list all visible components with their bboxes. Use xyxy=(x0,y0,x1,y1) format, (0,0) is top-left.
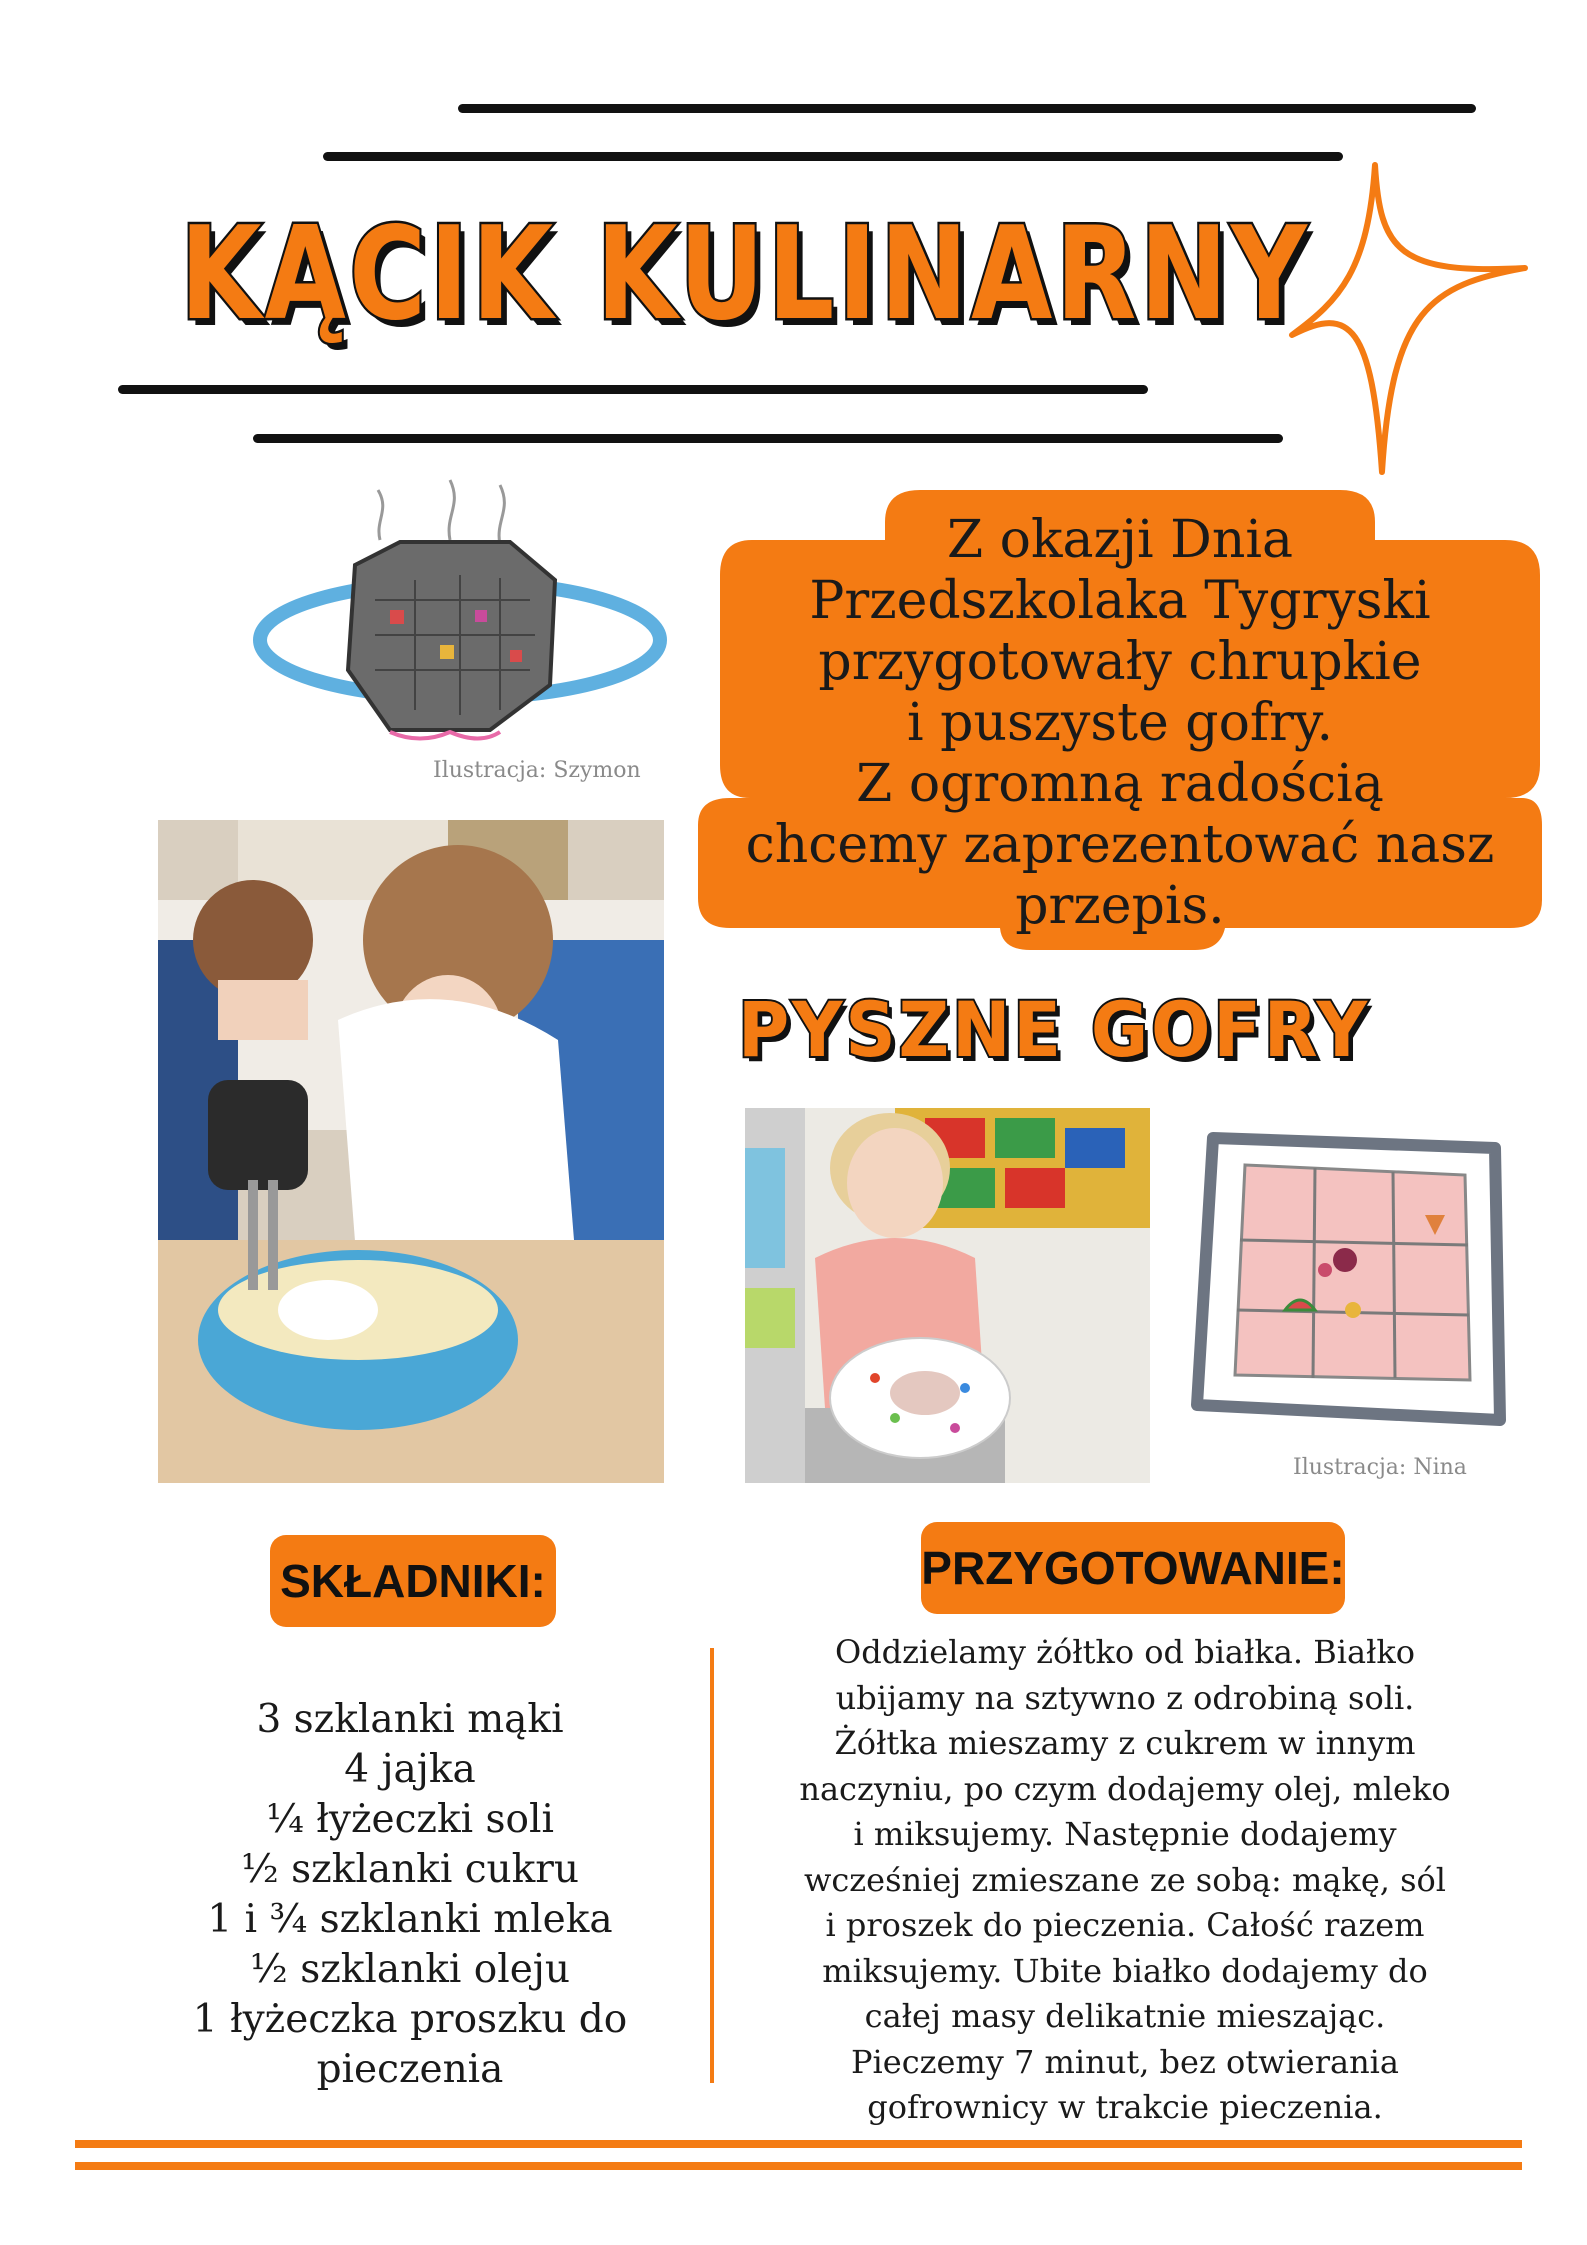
ingredient-item: ¼ łyżeczki soli xyxy=(266,1797,554,1842)
preparation-line: ubijamy na sztywno z odrobiną soli. xyxy=(835,1678,1415,1717)
intro-line: przygotowały chrupkie xyxy=(818,632,1422,692)
ingredient-item: 3 szklanki mąki xyxy=(256,1697,564,1742)
ingredient-item: pieczenia xyxy=(316,2047,504,2092)
intro-line: chcemy zaprezentować nasz xyxy=(745,815,1495,875)
intro-line: Z okazji Dnia xyxy=(947,510,1293,570)
waffle-maker-drawing xyxy=(250,470,670,750)
preparation-line: miksujemy. Ubite białko dodajemy do xyxy=(822,1951,1428,1990)
footer-rule-1 xyxy=(75,2140,1522,2148)
preparation-text xyxy=(740,1630,1510,2131)
intro-text xyxy=(700,510,1540,937)
ingredient-item: 1 łyżeczka proszku do xyxy=(192,1997,628,2042)
ingredient-item: ½ szklanki oleju xyxy=(250,1947,570,1992)
sparkle-star-icon xyxy=(1280,160,1540,480)
preparation-line: naczyniu, po czym dodajemy olej, mleko xyxy=(799,1769,1451,1808)
preparation-line: Żółtka mieszamy z cukrem w innym xyxy=(834,1724,1416,1762)
ingredient-item: ½ szklanki cukru xyxy=(240,1847,580,1892)
ingredients-label: SKŁADNIKI: xyxy=(270,1535,556,1627)
header-rule-4 xyxy=(253,434,1283,443)
illustration-caption-szymon: Ilustracja: Szymon xyxy=(433,758,641,783)
preparation-line: gofrownicy w trakcie pieczenia. xyxy=(867,2088,1383,2126)
photo-children-mixing xyxy=(158,820,664,1483)
intro-line: Z ogromną radością xyxy=(856,754,1384,814)
preparation-line: i miksujemy. Następnie dodajemy xyxy=(853,1815,1397,1853)
preparation-line: Pieczemy 7 minut, bez otwierania xyxy=(851,2042,1399,2081)
header-rule-1 xyxy=(458,104,1476,113)
illustration-caption-nina: Ilustracja: Nina xyxy=(1293,1455,1467,1480)
intro-line: i puszyste gofry. xyxy=(907,693,1333,753)
header-rule-2 xyxy=(323,152,1343,161)
column-divider xyxy=(710,1648,714,2083)
intro-line: przepis. xyxy=(1015,876,1225,936)
page-title: KĄCIK KULINARNY xyxy=(180,200,1311,349)
header-rule-3 xyxy=(118,385,1148,394)
ingredients-list xyxy=(140,1695,680,2095)
preparation-line: i proszek do pieczenia. Całość razem xyxy=(825,1906,1425,1944)
ingredient-item: 4 jajka xyxy=(344,1747,476,1792)
preparation-label: PRZYGOTOWANIE: xyxy=(921,1522,1345,1614)
preparation-line: całej masy delikatnie mieszając. xyxy=(864,1997,1386,2035)
footer-rule-2 xyxy=(75,2162,1522,2170)
ingredient-item: 1 i ¾ szklanki mleka xyxy=(207,1897,613,1942)
recipe-title: PYSZNE GOFRY xyxy=(738,985,1370,1074)
intro-line: Przedszkolaka Tygryski xyxy=(809,571,1431,631)
preparation-line: Oddzielamy żółtko od białka. Białko xyxy=(834,1633,1416,1671)
photo-girl-with-waffle xyxy=(745,1108,1150,1483)
preparation-line: wcześniej zmieszane ze sobą: mąkę, sól xyxy=(803,1860,1447,1899)
waffle-drawing xyxy=(1175,1120,1515,1440)
